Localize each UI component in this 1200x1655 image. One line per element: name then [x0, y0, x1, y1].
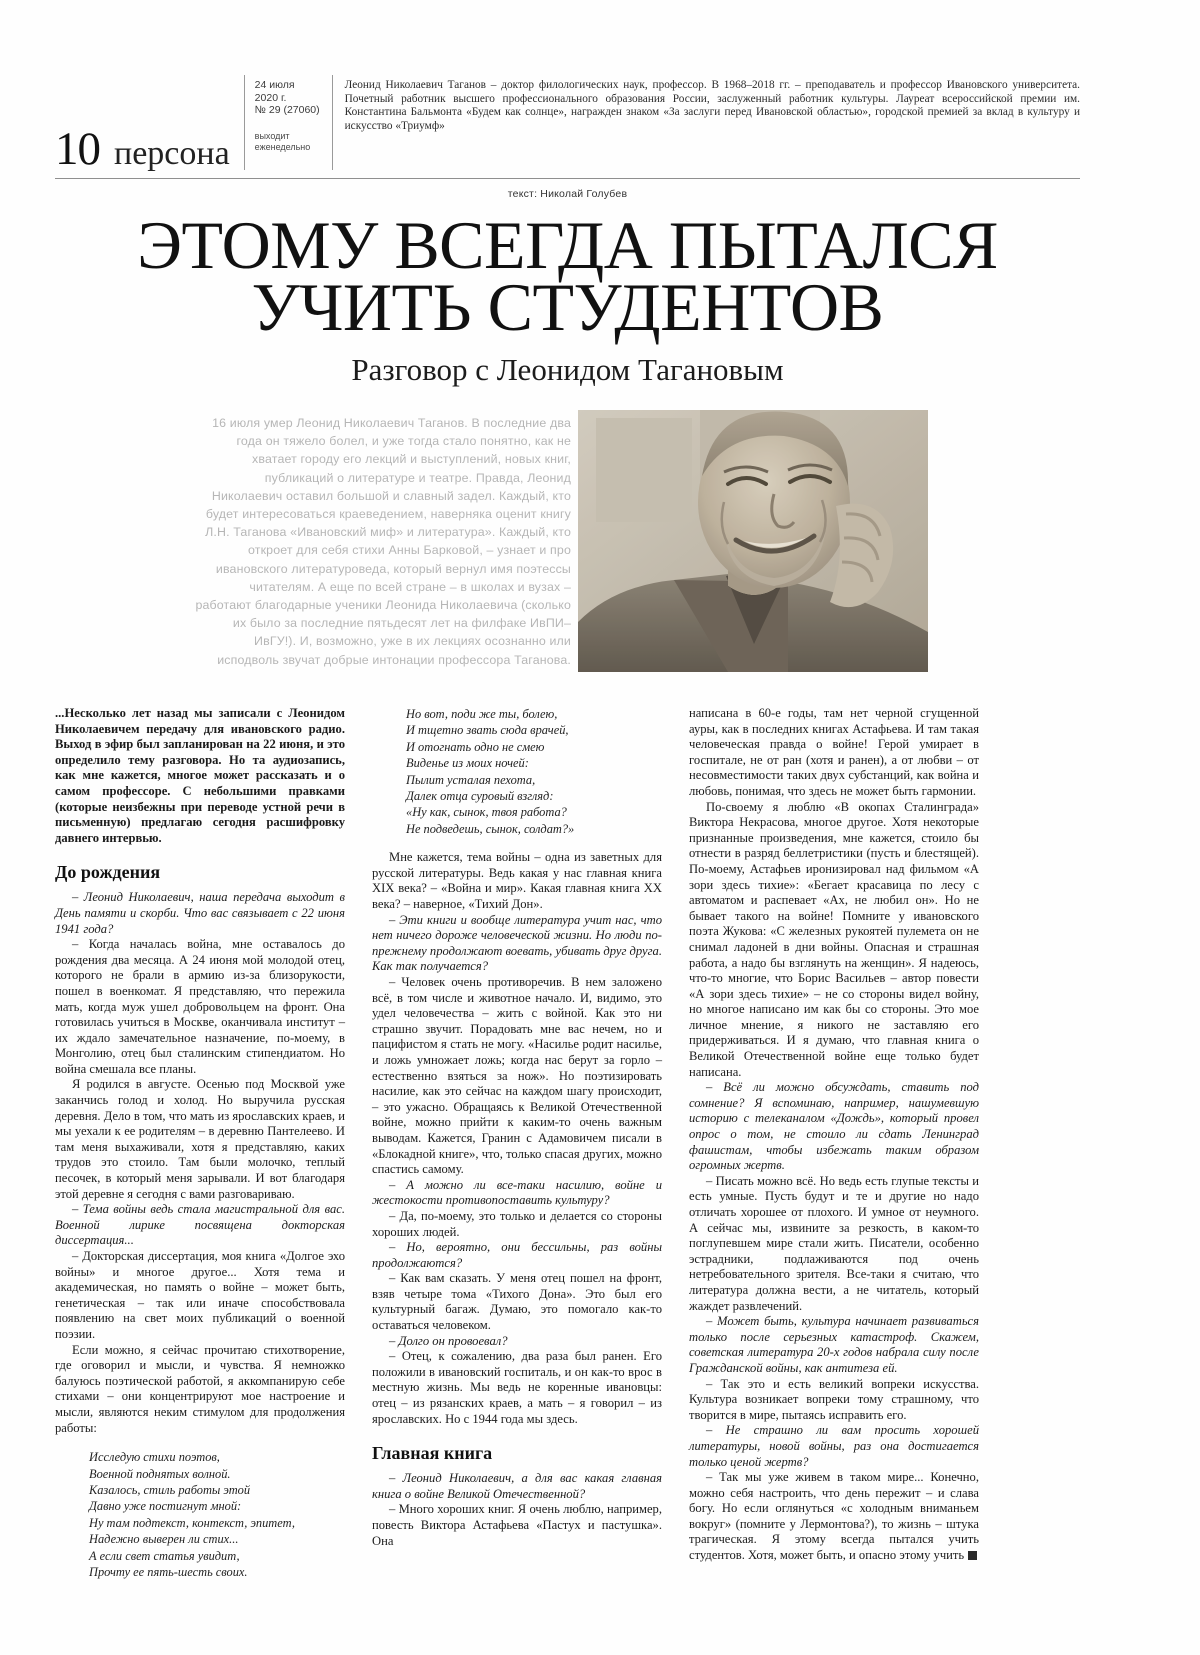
issue-date-year: 2020 г. — [254, 91, 287, 104]
column-3 — [689, 706, 979, 1593]
poem-line: Пылит усталая пехота, — [406, 772, 536, 787]
answer: – Так это и есть великий вопреки искусства. Культура возникает вопреки тому страшному, что творится в мире, пытаясь исправить его. — [689, 1376, 979, 1422]
column-2 — [372, 706, 662, 1593]
subtitle: Разговор с Леонидом Тагановым — [351, 352, 784, 387]
poem-line: Не подведешь, сынок, солдат?» — [406, 821, 575, 836]
intro-paragraph: ...Несколько лет назад мы записали с Леонидом Николаевичем передачу для ивановского радио. Выход в эфир был запланирован на 22 июня, и это определило тему разговора. Но та аудиозапись, как мне кажется, многое может рассказать и о самом профессоре. С небольшими правками (которые неизбежны при переводе устной речи в письменную) предлагаю сегодня расшифровку давнего интервью. — [55, 706, 345, 845]
answer: – Да, по-моему, это только и делается со стороны хороших людей. — [372, 1208, 662, 1239]
masthead-divider — [55, 178, 1080, 179]
poem-stanza-1 — [55, 1449, 345, 1580]
poem-line: Но вот, поди же ты, болею, — [406, 707, 558, 721]
answer-final-text: – Так мы уже живем в таком мире... Конечно, можно себя настроить, что день пережит – и слава богу. Но если оглянуться «с холодным вниманьем вокруг» (помните у Лермонтова?), то жизнь – штука трагическая. Я этому всегда пытался учить студентов. Хотя, может быть, и опасно этому учить — [689, 1470, 979, 1563]
question: – Леонид Николаевич, а для вас какая главная книга о войне Великой Отечественной? — [372, 1471, 662, 1501]
column-1 — [55, 706, 345, 1593]
issue-number: № 29 (27060) — [254, 104, 320, 117]
portrait-photo — [578, 410, 928, 672]
poem-stanza-2 — [372, 706, 662, 837]
issue-date-day: 24 июля — [254, 79, 295, 91]
section-heading-glavnaya-kniga: Главная книга — [372, 1443, 493, 1464]
page-number: 10 — [55, 122, 100, 175]
answer: – Когда началась война, мне оставалось до рождения два месяца. А 24 июня мой молодой отец, которого не брали в армию из-за близорукости, пошел в военкомат. Я представляю, что пережила мать, когда муж ушел добровольцем на фронт. Она готовилась учиться в Москве, оканчивала институт – их ждало замечательное назначение, по-моему, в Монголию, отец был сталинским стипендиатом. Но война смешала все планы. — [55, 937, 345, 1076]
answer: Мне кажется, тема войны – одна из заветных для русской литературы. Ведь какая у нас главная книга XIX века? – «Война и мир». Какая главная книга XX века? – наверное, «Тихий Дон». — [372, 850, 662, 912]
question: – А можно ли все-таки насилию, войне и жестокости противопоставить культуру? — [372, 1177, 662, 1208]
frequency-line-2: еженедельно — [254, 141, 311, 152]
poem-line: И тщетно звать сюда врачей, — [406, 723, 569, 738]
poem-line: Далек отца суровый взгляд: — [406, 789, 554, 804]
answer: По-своему я люблю «В окопах Сталинграда» Виктора Некрасова, многое другое. Хотя некоторые признанные произведения, мне кажется, стоило бы отнести в разряд беллетристики (пусть и блестящей). По-моему, Астафьев иронизировал над фильмом «А зори здесь тихие»: «Бегает красавица по лесу с автоматом и распевает «Ах, не любил он». Но не бывает такого на войне! Помните у ивановского поэта Жукова: «С железных рукоятей пулемета он не снимал ладоней в дни войны. Опасная и страшная работа, а надо бы взглянуть на женщин». Я надеюсь, что-то многие, что Борис Васильев – автор повести «А зори здесь тихие» – не со стороны видел войну, но многое написано им как бы со стороны. Это мое личное мнение, я никого не заставляю его придерживаться. И я думаю, что главная книга о Великой Отечественной войне еще только будет написана. — [689, 799, 979, 1079]
section-name: персона — [114, 134, 230, 172]
poem-line: Прочту ее пять-шесть своих. — [89, 1564, 248, 1579]
question: – Может быть, культура начинает развиваться только после серьезных катастроф. Скажем, советская литература 20-х годов набрала силу после Гражданской войны, как антитеза ей. — [689, 1314, 979, 1375]
question: – Не страшно ли вам просить хорошей литературы, новой войны, раз она достигается только ценой жертв? — [689, 1423, 979, 1469]
subject-biography — [332, 75, 1080, 170]
poem-line: А если свет статья увидит, — [89, 1548, 240, 1563]
answer: Я родился в августе. Осенью под Москвой уже заканчись голод и холод. Но выручила русская деревня. Дело в том, что мать из ярославских краев, и мы уехали к ее родителям – в деревню Пантелеево. И там меня выхаживали, хотя я представляю, каких трудов это стоило. Там были молочко, теплый песочек, в который меня зарывали. И вот благодаря этой деревне я сегодня с вами разговариваю. — [55, 1077, 345, 1201]
poem-line: Надежно выверен ли стих... — [89, 1532, 239, 1547]
folio — [55, 122, 244, 175]
answer: – Отец, к сожалению, два раза был ранен. Его положили в ивановский госпиталь, и он как-то врос в местную жизнь. Мы ведь не коренные ивановцы: отец – из рязанских краев, а мать – я говорил – из ярославских. Но с 1944 года мы здесь. — [372, 1349, 662, 1426]
answer: – Как вам сказать. У меня отец пошел на фронт, взяв четыре тома «Тихого Дона». Это был его культурный багаж. Думаю, это помогало как-то оставаться человеком. — [372, 1271, 662, 1333]
question: – Тема войны ведь стала магистральной для вас. Военной лирике посвящена докторская диссертация... — [55, 1202, 345, 1248]
frequency-line-1: выходит — [254, 130, 290, 141]
byline: текст: Николай Голубев — [507, 188, 628, 200]
answer: – Много хороших книг. Я очень люблю, например, повесть Виктора Астафьева «Пастух и пастушка». Она — [372, 1502, 662, 1548]
poem-line: Виденье из моих ночей: — [406, 756, 529, 771]
lead-paragraph: 16 июля умер Леонид Николаевич Таганов. В последние два года он тяжело болел, и уже тогда стало понятно, как не хватает городу его лекций и выступлений, новых книг, публикаций о литературе и театре. Правда, Леонид Николаевич оставил большой и славный задел. Каждый, кто будет интересоваться краеведением, наверняка оценит книгу Л.Н. Таганова «Ивановский миф» и литература». Каждый, кто откроет для себя стихи Анны Барковой, – узнает и про ивановского литературоведа, который вернул имя поэтессы читателям. А еще по всей стране – в школах и вузах – работают благодарные ученики Леонида Николаевича (сколько их было за последние пятьдесят лет на филфаке ИвПИ– ИвГУ!). И, возможно, уже в их лекциях осознанно или исподволь звучат добрые интонации профессора Таганова. — [195, 416, 571, 667]
end-of-article-marker — [968, 1551, 977, 1560]
poem-line: Ну там подтекст, контекст, эпитет, — [89, 1515, 295, 1530]
poem-line: Исследую стихи поэтов, — [89, 1450, 220, 1465]
portrait-photo-graphic — [578, 410, 928, 672]
answer: – Писать можно всё. Но ведь есть глупые тексты и есть умные. Пусть будут и те и другие но надо отличать хорошее от плохого. И умное от неумного. А сейчас мы, извините за резкость, в каком-то поглупевшем мире стали жить. Писатели, особенно эстрадники, подлаживаются под очень нетребовательного зрителя. Все-таки я считаю, что литература должна вести, а не читатель, который жаждет развлечений. — [689, 1173, 979, 1313]
question: – Всё ли можно обсуждать, ставить под сомнение? Я вспоминаю, например, нашумевшую историю с телеканалом «Дождь», который провел опрос о том, не стоило ли сдать Ленинград фашистам, чтобы избежать таким образом огромных жертв. — [689, 1080, 979, 1173]
question: – Эти книги и вообще литература учит нас, что нет ничего дороже человеческой жизни. Но люди по-прежнему продолжают воевать, убивать друг друга. Как так получается? — [372, 912, 662, 974]
issue-block — [244, 75, 332, 170]
answer: Если можно, я сейчас прочитаю стихотворение, где оговорил и мысли, и чувства. Я немножко балуюсь поэтической работой, я аккомпанирую себе стихами – они концентрируют мое настроение и мысли, являются неким стимулом для продолжения работы: — [55, 1342, 345, 1435]
answer: – Докторская диссертация, моя книга «Долгое эхо войны» и многое другое... Хотя тема и академическая, но память о войне – может быть, генетическая – так или иначе способствовала появлению на свет моих публикаций о военной поэзии. — [55, 1249, 345, 1341]
page-title — [55, 207, 1080, 345]
article-columns — [55, 706, 1080, 1593]
question: – Долго он провоевал? — [389, 1333, 508, 1348]
poem-line: Военной поднятых волной. — [89, 1466, 231, 1481]
section-heading-do-rozhdeniya: До рождения — [55, 862, 161, 883]
headline-line-2: УЧИТЬ СТУДЕНТОВ — [251, 269, 884, 345]
poem-line: Давно уже постигнут мной: — [89, 1499, 242, 1514]
lead-photo-row — [55, 410, 1080, 680]
answer-continued: написана в 60-е годы, там нет черной сгущенной ауры, как в последних книгах Астафьева. И там такая человеческая правда о войне! Герой умирает в госпитале, не от ран (хотя и ранен), а от любви – от несовместимости таких двух субстанций, как война и любовь, понимая, что здесь не может быть гармонии. — [689, 706, 979, 798]
masthead — [55, 0, 1080, 175]
headline-line-1: ЭТОМУ ВСЕГДА ПЫТАЛСЯ — [137, 207, 998, 283]
answer: – Человек очень противоречив. В нем заложено всё, в том числе и животное начало. И, видимо, это удел человечества – жить с войной. Как это ни страшно звучит. Порадовать мне вас нечем, но и пацифистом я стать не могу. «Насилье родит насилье, и ложь умножает ложь; когда нас берут за горло – естественно взяться за нож». Но поэтизировать насилие, как это сейчас на каждом шагу происходит, – это ужасно. Обращаясь к Великой Отечественной войне, можно прийти к каким-то очень важным выводам. Кажется, Гранин с Адамовичем писали в «Блокадной книге», что, только спасая других, можно спастись самому. — [372, 975, 662, 1177]
question: – Леонид Николаевич, наша передача выходит в День памяти и скорби. Что вас связывает с 22 июня 1941 года? — [55, 890, 345, 936]
poem-line: Казалось, стиль работы этой — [89, 1482, 251, 1497]
biography-text: Леонид Николаевич Таганов – доктор филологических наук, профессор. В 1968–2018 гг. – преподаватель и профессор Ивановского университета. Почетный работник высшего профессионального образования России, заслуженный работник культуры. Лауреат всероссийской премии им. Константина Бальмонта «Будем как солнце», награжден знаком «За заслуги перед Ивановской областью», городской премией за вклад в культуру и искусство «Триумф» — [344, 79, 1080, 132]
poem-line: «Ну как, сынок, твоя работа? — [406, 805, 567, 820]
answer-final — [689, 1470, 979, 1564]
question: – Но, вероятно, они бессильны, раз войны продолжаются? — [372, 1240, 662, 1270]
poem-line: И отогнать одно не смею — [406, 739, 545, 754]
